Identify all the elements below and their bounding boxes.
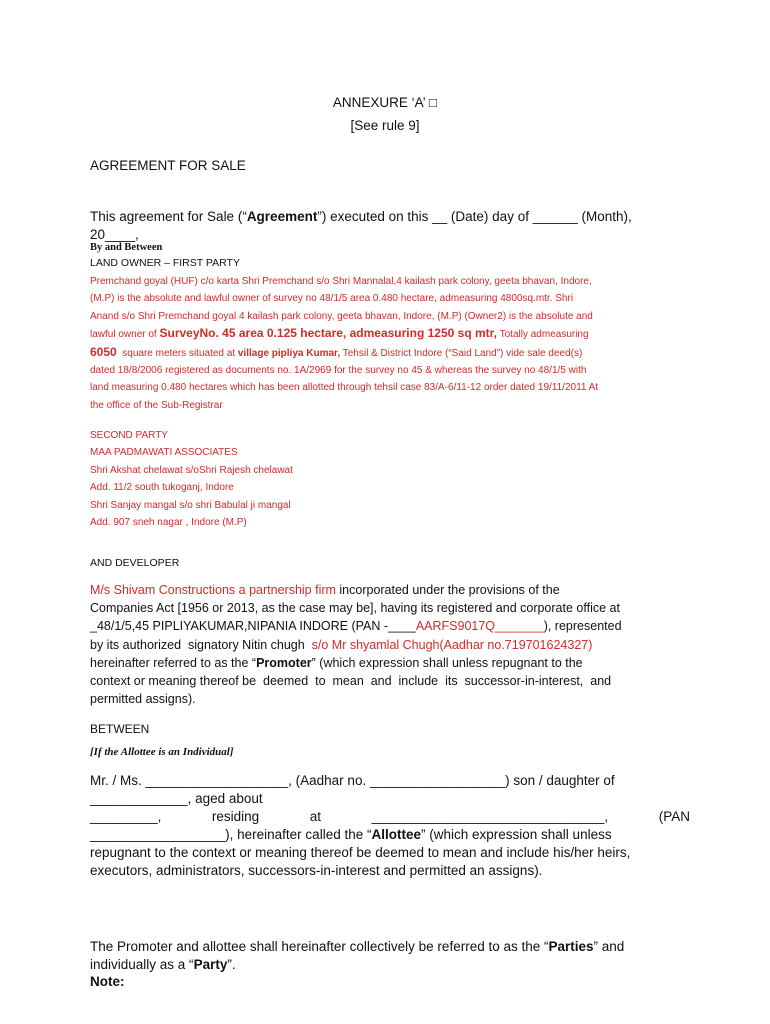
allottee-text: (PAN [658,809,690,824]
developer-line: Companies Act [1956 or 2013, as the case may be], having its registered and corporate office at [90,601,620,616]
allottee-line: repugnant to the context or meaning thereof be deemed to mean and include his/her heirs, [90,845,631,860]
allottee-line [90,826,690,844]
parties-text: ”. [227,957,236,972]
land-owner-line: Anand s/o Shri Premchand goyal 4 kailash park colony, geeta bhavan, Indore, (M.P) (Owner2) is the absolute and [90,310,593,322]
developer-text: ), represented [543,619,622,634]
allottee-line: _____________, aged about [90,791,263,806]
developer-paragraph [90,581,690,708]
developer-line [90,654,690,672]
second-party-block [90,427,690,531]
allottee-line: Mr. / Ms. ___________________, (Aadhar no. __________________) son / daughter of [90,773,615,788]
land-owner-line: Premchand goyal (HUF) c/o karta Shri Premchand s/o Shri Mannalal,4 kailash park colony, geeta bhavan, Indore, [90,276,592,287]
document-title: AGREEMENT FOR SALE [90,158,246,173]
land-owner-text: Totally admeasuring [497,329,589,341]
land-owner-text: square meters situated at [116,347,238,359]
land-owner-line: (M.P) is the absolute and lawful owner of survey no 48/1/5 area 0.480 hectare, admeasuring 4800sq.mtr. Shri [90,293,574,305]
land-owner-line: dated 18/8/2006 registered as documents no. 1A/2969 for the survey no 45 & whereas the survey no 48/1/5 with [90,365,587,377]
parties-text: ” and [593,939,625,954]
parties-text: The Promoter and allottee shall hereinafter collectively be referred to as the “ [90,939,549,954]
allottee-line: executors, administrators, successors-in-interest and permitted an assigns). [90,863,543,878]
land-owner-line [90,325,690,343]
developer-line: permitted assigns). [90,692,196,707]
second-party-line: Add. 907 sneh nagar , Indore (M.P) [90,517,247,529]
developer-label: AND DEVELOPER [90,557,180,569]
promoter-term: Promoter [256,655,312,670]
survey-details: SurveyNo. 45 area 0.125 hectare, admeasuring 1250 sq mtr, [159,326,498,341]
parties-paragraph [90,938,690,974]
developer-text: _48/1/5,45 PIPLIYAKUMAR,NIPANIA INDORE (PAN -____ [90,619,416,634]
developer-firm-name: M/s Shivam Constructions a partnership firm [90,583,336,597]
allottee-paragraph [90,772,690,880]
land-owner-line: the office of the Sub-Registrar [90,399,223,411]
rule-reference: [See rule 9] [350,118,420,133]
land-owner-text: Tehsil & District Indore (“Said Land”) vide sale deed(s) [340,347,583,359]
allottee-text: at [309,809,322,824]
land-owner-label: LAND OWNER – FIRST PARTY [90,257,240,269]
intro-text: This agreement for Sale (“ [90,209,247,224]
intro-text: ”) executed on this __ (Date) day of ______ (Month), [317,209,632,224]
land-owner-line: land measuring 0.480 hectares which has been allotted through tehsil case 83/A-6/11-12 order dated 19/11/2011 At [90,382,599,394]
developer-text: hereinafter referred to as the “ [90,655,257,670]
allottee-text: residing [211,809,260,824]
second-party-line: Add. 11/2 south tukoganj, Indore [90,482,234,494]
developer-text: ” (which expression shall unless repugnant to the [311,655,583,670]
parties-text: individually as a “ [90,957,194,972]
developer-line [90,636,690,654]
intro-line-2: 20____, [90,227,139,242]
developer-text: incorporated under the provisions of the [335,583,560,597]
second-party-line: MAA PADMAWATI ASSOCIATES [90,447,238,459]
pan-number: AARFS9017Q_______ [415,619,544,634]
developer-line [90,617,690,635]
allottee-text: _______________________________, [371,809,609,824]
developer-line: context or meaning thereof be deemed to mean and include its successor-in-interest, and [90,674,612,689]
annexure-heading: ANNEXURE ‘A’ □ [332,95,438,110]
second-party-line: Shri Akshat chelawat s/oShri Rajesh chelawat [90,464,293,476]
allottee-text: _________, [90,809,162,824]
total-area: 6050 [90,344,117,359]
allottee-text: __________________), hereinafter called the “ [90,827,372,842]
signatory-details: s/o Mr shyamlal Chugh(Aadhar no.719701624327) [311,637,593,652]
intro-paragraph [90,208,690,244]
village-name: village pipliya Kumar, [237,347,341,359]
second-party-label: SECOND PARTY [90,430,168,441]
land-owner-text: lawful owner of [90,329,160,341]
between-label: BETWEEN [90,722,150,736]
allottee-line [90,808,690,826]
land-owner-paragraph [90,273,690,414]
agreement-term: Agreement [246,209,318,224]
parties-line [90,956,690,974]
allottee-term: Allottee [371,827,421,842]
intro-line-1 [90,208,690,226]
land-owner-line [90,344,690,362]
developer-line [90,581,690,599]
party-term: Party [193,957,228,972]
allottee-individual-note: [If the Allottee is an Individual] [90,746,234,758]
developer-text: by its authorized signatory Nitin chugh [90,637,312,652]
second-party-line: Shri Sanjay mangal s/o shri Babulal ji mangal [90,499,291,511]
parties-term: Parties [548,939,594,954]
by-and-between: By and Between [90,242,163,253]
parties-line [90,938,690,956]
allottee-text: ” (which expression shall unless [421,827,612,842]
note-label: Note: [90,974,125,989]
